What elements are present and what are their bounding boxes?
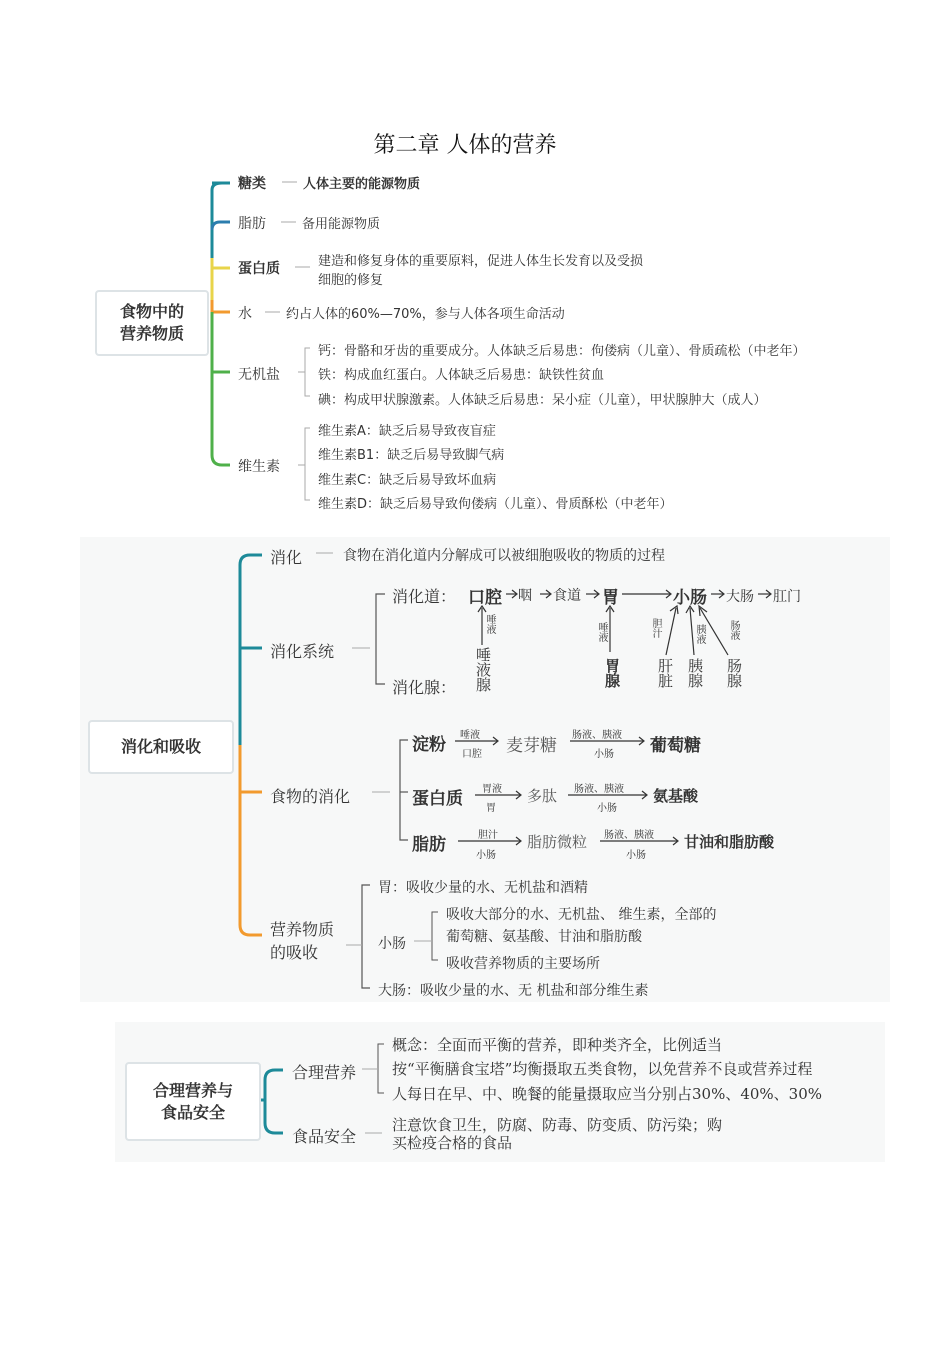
- label-pancreatic-juice: 胰液: [694, 624, 705, 644]
- vitamin-d: 维生素D：缺乏后易导致佝偻病（儿童）、骨质酥松（中老年）: [318, 497, 673, 512]
- node-vitamins: 维生素: [238, 459, 280, 475]
- node-digestion: 消化: [270, 548, 303, 567]
- section1-root-label: 食物中的营养物质: [119, 302, 184, 343]
- node-minerals: 无机盐: [238, 367, 280, 383]
- desc-carbohydrate: 人体主要的能源物质: [303, 177, 421, 192]
- protein-mid: 多肽: [527, 787, 558, 805]
- gland-gastric: 胃腺: [603, 658, 621, 688]
- label-saliva-stomach: 唾液: [596, 622, 607, 642]
- tract-large-intestine: 大肠: [726, 589, 754, 605]
- gland-label: 消化腺：: [392, 678, 457, 697]
- safety-line1: 注意饮食卫生，防腐、防毒、防变质、防污染；购: [392, 1116, 723, 1134]
- protein-end: 氨基酸: [653, 787, 699, 805]
- fat-enzyme2: 肠液、胰液: [604, 830, 654, 841]
- protein-site2: 小肠: [597, 803, 617, 814]
- protein-enzyme1: 胃液: [482, 784, 502, 795]
- gland-salivary: 唾液腺: [474, 647, 492, 692]
- tract-anus: 肛门: [773, 589, 801, 605]
- vitamin-a: 维生素A：缺乏后易导致夜盲症: [318, 424, 496, 439]
- si-absorb-line1: 吸收大部分的水、无机盐、 维生素，全部的: [446, 907, 717, 923]
- node-absorption-line2: 的吸收: [270, 943, 319, 962]
- label-bile: 胆汁: [650, 618, 661, 638]
- tract-small-intestine: 小肠: [673, 588, 707, 608]
- tract-esophagus: 食道: [553, 588, 581, 604]
- nutrition-pyramid: 按“平衡膳食宝塔”均衡摄取五类食物，以免营养不良或营养过程: [392, 1060, 813, 1078]
- desc-protein-line2: 细胞的修复: [318, 273, 384, 288]
- absorption-stomach: 胃：吸收少量的水、无机盐和酒精: [378, 880, 588, 896]
- starch-site1: 口腔: [462, 749, 482, 760]
- desc-digestion: 食物在消化道内分解成可以被细胞吸收的物质的过程: [343, 548, 665, 564]
- vitamin-b1: 维生素B1：缺乏后易导致脚气病: [318, 448, 505, 463]
- absorption-large-intestine: 大肠：吸收少量的水、无 机盐和部分维生素: [378, 983, 649, 999]
- starch-enzyme1: 唾液: [460, 730, 480, 741]
- node-food-safety: 食品安全: [292, 1127, 357, 1146]
- nutrition-meals: 人每日在早、中、晚餐的能量摄取应当分别占30%、40%、30%: [392, 1085, 823, 1103]
- tract-pharynx: 咽: [518, 588, 532, 604]
- node-food-digestion: 食物的消化: [270, 787, 351, 806]
- fat-start: 脂肪: [412, 835, 446, 855]
- desc-fat: 备用能源物质: [302, 217, 381, 232]
- tract-mouth: 口腔: [468, 588, 502, 608]
- gland-intestinal: 肠腺: [725, 658, 743, 688]
- safety-line2: 买检疫合格的食品: [392, 1134, 513, 1152]
- section3-root-line2: 食品安全: [160, 1102, 225, 1122]
- tract-label: 消化道：: [392, 587, 457, 606]
- nutrition-concept: 概念：全面而平衡的营养，即种类齐全，比例适当: [392, 1036, 723, 1054]
- label-intestinal-juice: 肠液: [728, 620, 739, 640]
- node-carbohydrate: 糖类: [238, 176, 266, 192]
- gland-liver: 肝脏: [656, 658, 674, 688]
- fat-site1: 小肠: [476, 850, 496, 861]
- desc-water: 约占人体的60%—70%，参与人体各项生命活动: [286, 307, 565, 322]
- mineral-iodine: 碘：构成甲状腺激素。人体缺乏后易患：呆小症（儿童），甲状腺肿大（成人）: [318, 393, 767, 408]
- starch-start: 淀粉: [412, 735, 446, 755]
- starch-end: 葡萄糖: [650, 736, 701, 756]
- starch-mid: 麦芽糖: [506, 736, 557, 756]
- fat-end: 甘油和脂肪酸: [684, 833, 775, 851]
- fat-mid: 脂肪微粒: [527, 833, 588, 851]
- section2-root-label: 消化和吸收: [120, 737, 201, 756]
- node-fat: 脂肪: [238, 216, 266, 232]
- node-water: 水: [238, 306, 252, 322]
- starch-enzyme2: 肠液、胰液: [572, 730, 622, 741]
- fat-enzyme1: 胆汁: [478, 830, 498, 841]
- node-protein: 蛋白质: [238, 261, 280, 277]
- label-saliva-juice: 唾液: [484, 614, 495, 634]
- section3-root: [125, 1062, 261, 1141]
- mineral-iron: 铁：构成血红蛋白。人体缺乏后易患：缺铁性贫血: [318, 368, 605, 383]
- mineral-calcium: 钙：骨骼和牙齿的重要成分。人体缺乏后易患：佝偻病（儿童）、骨质疏松（中老年）: [318, 344, 806, 359]
- starch-site2: 小肠: [594, 749, 614, 760]
- desc-protein-line1: 建造和修复身体的重要原料，促进人体生长发育以及受损: [318, 254, 644, 269]
- si-absorb-line2: 葡萄糖、氨基酸、甘油和脂肪酸: [446, 929, 642, 945]
- protein-start: 蛋白质: [412, 789, 463, 809]
- tract-stomach: 胃: [602, 588, 619, 608]
- fat-site2: 小肠: [626, 850, 646, 861]
- vitamin-c: 维生素C：缺乏后易导致坏血病: [318, 473, 497, 488]
- section3-root-label: [153, 1080, 233, 1124]
- protein-site1: 胃: [486, 803, 496, 814]
- page-title: 第二章 人体的营养: [373, 133, 557, 158]
- node-digestive-system: 消化系统: [270, 642, 335, 661]
- protein-enzyme2: 肠液、胰液: [574, 784, 624, 795]
- si-absorb-line3: 吸收营养物质的主要场所: [446, 956, 600, 972]
- gland-pancreas: 胰腺: [686, 658, 704, 688]
- node-rational-nutrition: 合理营养: [292, 1063, 357, 1082]
- absorption-small-intestine: 小肠: [378, 936, 406, 952]
- section3-root-line1: 合理营养与: [152, 1080, 233, 1100]
- node-absorption-line1: 营养物质: [270, 920, 335, 939]
